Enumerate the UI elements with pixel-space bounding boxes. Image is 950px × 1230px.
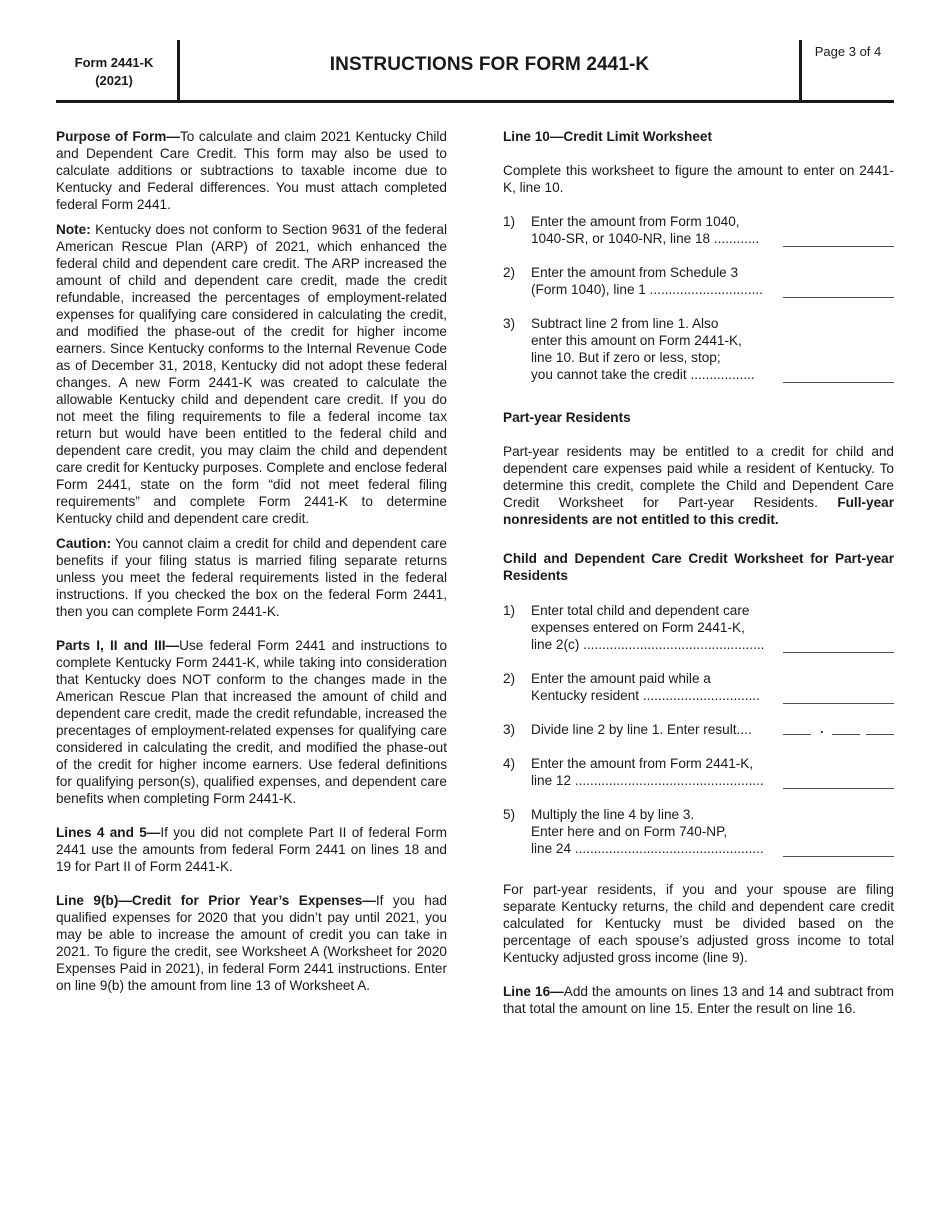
purpose-heading: Purpose of Form— [56,129,180,144]
amount-entry-line[interactable] [783,687,894,704]
line10-heading: Line 10—Credit Limit Worksheet [503,129,712,144]
py-ws-row [503,755,894,789]
ws-row-number: 2) [503,265,516,280]
py-ws-row [503,806,894,857]
ws-text-line: (Form 1040), line 1 .............................. [531,282,763,297]
purpose-paragraph [56,128,447,213]
limit-ws-row [503,264,894,298]
limit-ws-row [503,213,894,247]
ratio-whole-line [783,734,811,735]
ws-text-line: Enter the amount from Schedule 3 [531,265,739,280]
lines45-paragraph [56,824,447,875]
part-year-paragraph [503,443,894,528]
ws-row-text [531,806,773,857]
ws-text-line: expenses entered on Form 2441-K, [531,620,745,635]
ws-text-line: line 2(c) ................................................ [531,637,765,652]
ratio-decimal-line [866,734,894,735]
ws-text-line: Multiply the line 4 by line 3. [531,807,695,822]
line16-text: Add the amounts on lines 13 and 14 and subtract from that total the amount on line 15. Enter the result on line 16. [503,984,895,1016]
line9b-text: If you had qualified expenses for 2020 that you didn’t pay until 2021, you may be able to increase the amount of credit you can take in 2021. To figure the credit, see Worksheet A (Worksheet for 2020 Expenses Paid in 2021), in federal Form 2441 instructions. Enter on line 9(b) the amount from line 13 of Worksheet A. [56,893,447,993]
amount-entry-line[interactable] [783,230,894,247]
purpose-text: To calculate and claim 2021 Kentucky Child and Dependent Care Credit. This form may also be used to calculate additions or subtractions to taxable income due to Kentucky and Federal differences. You must attach completed federal Form 2441. [56,129,447,212]
py-ws-row [503,670,894,704]
ws-text-line: Kentucky resident ............................... [531,688,760,703]
ws-row-text [531,670,773,704]
parts-paragraph [56,637,447,807]
ws-row-number: 1) [503,214,516,229]
credit-limit-worksheet [503,213,894,383]
decimal-point: . [820,721,824,736]
ws-text-line: Enter total child and dependent care [531,603,750,618]
ws-text-line: Enter here and on Form 740-NP, [531,824,728,839]
lines45-heading: Lines 4 and 5— [56,825,161,840]
ws-row-text [531,315,773,383]
part-year-heading: Part-year Residents [503,410,631,425]
line9b-heading: Line 9(b)—Credit for Prior Year’s Expenses— [56,893,376,908]
spouse-split-paragraph: For part-year residents, if you and your spouse are filing separate Kentucky returns, the child and dependent care credit calculated for Kentucky must be divided based on the percentage of each spouse’s adjusted gross income to total Kentucky adjusted gross income (line 9). [503,882,894,965]
form-id [56,54,172,90]
line9b-paragraph [56,892,447,994]
ws-row-number: 3) [503,316,516,331]
ws-text-line: Subtract line 2 from line 1. Also [531,316,719,331]
ws-row-number: 1) [503,603,516,618]
py-ws-row [503,721,894,738]
ws-text-line: Enter the amount paid while a [531,671,711,686]
ws-text-line: 1040-SR, or 1040-NR, line 18 ............ [531,231,760,246]
ws-text-line: enter this amount on Form 2441-K, [531,333,742,348]
amount-entry-line[interactable] [783,636,894,653]
amount-entry-line[interactable] [783,366,894,383]
note-heading: Note: [56,222,91,237]
right-column [503,128,894,1017]
ws-row-text [531,755,773,789]
line16-paragraph [503,983,894,1017]
note-text: Kentucky does not conform to Section 9631 of the federal American Rescue Plan (ARP) of 2021, which enhanced the federal child and dependent care credit. The ARP increased the amount of child and dependent care credit, made the credit refundable, increased the percentages of employment-related expenses for qualifying care considered in calculating the credit, and modified the phase-out of the credit for higher income earners. Since Kentucky conforms to the Internal Revenue Code as of December 31, 2018, Kentucky did not adopt these federal changes. A new Form 2441-K was created to calculate the allowable Kentucky child and dependent care credit. If you do not meet the filing requirements to file a federal income tax return but would have been entitled to the federal child and dependent care credit, you may claim the child and dependent care credit for Kentucky purposes. Complete and enclose federal Form 2441, state on the form “did not meet federal filing requirements” and complete Form 2441-K to determine Kentucky child and dependent care credit. [56,222,447,526]
form-number: Form 2441-K [74,55,154,70]
note-paragraph [56,221,447,527]
part-year-worksheet-heading: Child and Dependent Care Credit Worksheet for Part-year Residents [503,551,894,583]
part-year-bold-text: Full-year nonresidents are not entitled to this credit. [503,495,894,527]
ws-row-text [531,602,773,653]
line10-intro: Complete this worksheet to figure the amount to enter on 2441-K, line 10. [503,163,894,195]
ws-text-line: line 24 .................................................. [531,841,764,856]
parts-heading: Parts I, II and III— [56,638,180,653]
caution-text: You cannot claim a credit for child and dependent care benefits if your filing status is married filing separate returns unless you meet the federal requirements listed in the federal instructions. If you checked the box on the federal Form 2441, then you can complete Form 2441-K. [56,536,447,619]
page-header [56,40,894,103]
limit-ws-row [503,315,894,383]
ws-text-line: line 12 .................................................. [531,773,764,788]
ws-row-text [531,721,773,738]
caution-paragraph [56,535,447,620]
line16-heading: Line 16— [503,984,564,999]
part-year-text: Part-year residents may be entitled to a credit for child and dependent care expenses paid while a resident of Kentucky. To determine this credit, complete the Child and Dependent Care Credit Worksheet for Part-year Residents. [503,444,894,510]
ws-row-text [531,213,773,247]
ws-row-number: 3) [503,722,516,737]
ratio-decimal-line [832,734,860,735]
ratio-entry-field[interactable] [783,721,894,738]
amount-entry-line[interactable] [783,840,894,857]
page-title: INSTRUCTIONS FOR FORM 2441-K [329,54,650,75]
part-year-worksheet [503,602,894,857]
ws-row-number: 2) [503,671,516,686]
ws-text-line: you cannot take the credit ................. [531,367,755,382]
ws-row-number: 5) [503,807,516,822]
py-ws-row [503,602,894,653]
ws-row-text [531,264,773,298]
form-year: (2021) [95,73,133,88]
ws-text-line: Enter the amount from Form 2441-K, [531,756,754,771]
amount-entry-line[interactable] [783,281,894,298]
caution-heading: Caution: [56,536,112,551]
parts-text: Use federal Form 2441 and instructions to complete Kentucky Form 2441-K, while taking into consideration that Kentucky does NOT conform to the changes made in the American Rescue Plan that increased the amount of child and dependent care credit, made the credit refundable, increased the precentages of employment-related expenses for qualifying care considered in calculating the credit, and modified the phase-out of the credit for higher income earners. Use federal definitions for qualifying person(s), qualified expenses, and dependent care benefits when completing Form 2441-K. [56,638,448,806]
lines45-text: If you did not complete Part II of federal Form 2441 use the amounts from federal Form 2441 on lines 18 and 19 for Part II of Form 2441-K. [56,825,448,874]
page-number: Page 3 of 4 [814,44,882,59]
ws-text-line: Divide line 2 by line 1. Enter result.... [531,722,752,737]
ws-text-line: line 10. But if zero or less, stop; [531,350,721,365]
left-column [56,128,447,994]
amount-entry-line[interactable] [783,772,894,789]
ws-text-line: Enter the amount from Form 1040, [531,214,740,229]
ws-row-number: 4) [503,756,516,771]
